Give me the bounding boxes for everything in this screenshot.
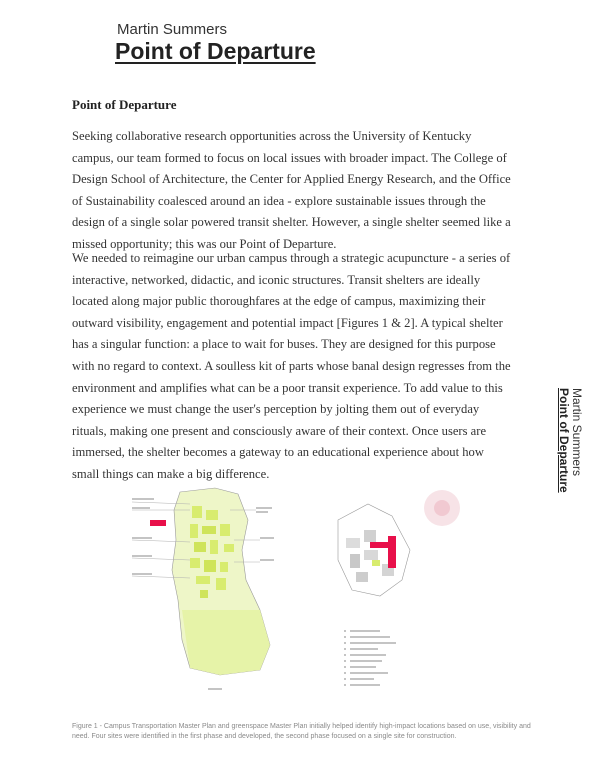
greenspace-map [132,488,274,690]
side-title: Point of Departure [557,388,571,493]
figure-1-maps [120,480,480,700]
paragraph-1: Seeking collaborative research opportunities across the University of Kentucky campus, our team formed to focus on local issues with broader impact. The College of Design School of Architecture, the Center for Applied Energy Research, and the Office of Sustainability coalesced around an idea - explore sustainable issues through the design of a single solar powered transit shelter. However, a single shelter seemed like a missed opportunity; this was our Point of Departure. [72,129,511,251]
figure-caption: Figure 1 - Campus Transportation Master Plan and greenspace Master Plan initially helped identify high-impact locations based on use, visibility and need. Four sites were identified in the first phase and developed, the second phase focused on a single site for construction. [72,723,531,740]
side-author: Martin Summers [570,388,584,477]
page-title: Point of Departure [115,38,316,64]
author-name: Martin Summers [117,21,228,38]
side-label [557,388,583,493]
paragraph-2: We needed to reimagine our urban campus through a strategic acupuncture - a series of interactive, networked, didactic, and iconic structures. Transit shelters are ideally located along major public thoroughfares at the edge of campus, maximizing their outward visibility, engagement and potential impact [Figures 1 & 2]. A typical shelter has a singular function: a place to wait for buses. They are designed for this purpose with no regard to context. A soulless kit of parts whose banal design regresses from the environment and amplifies what can be a poor transit experience. To add value to this experience we must change the user's perception by jolting them out of everyday rituals, making one present and consciously aware of their context. Once users are immersed, the shelter becomes a gateway to an educational experience about how small things can make a big difference. [72,251,511,481]
transportation-map [338,490,460,686]
section-heading: Point of Departure [72,97,177,112]
